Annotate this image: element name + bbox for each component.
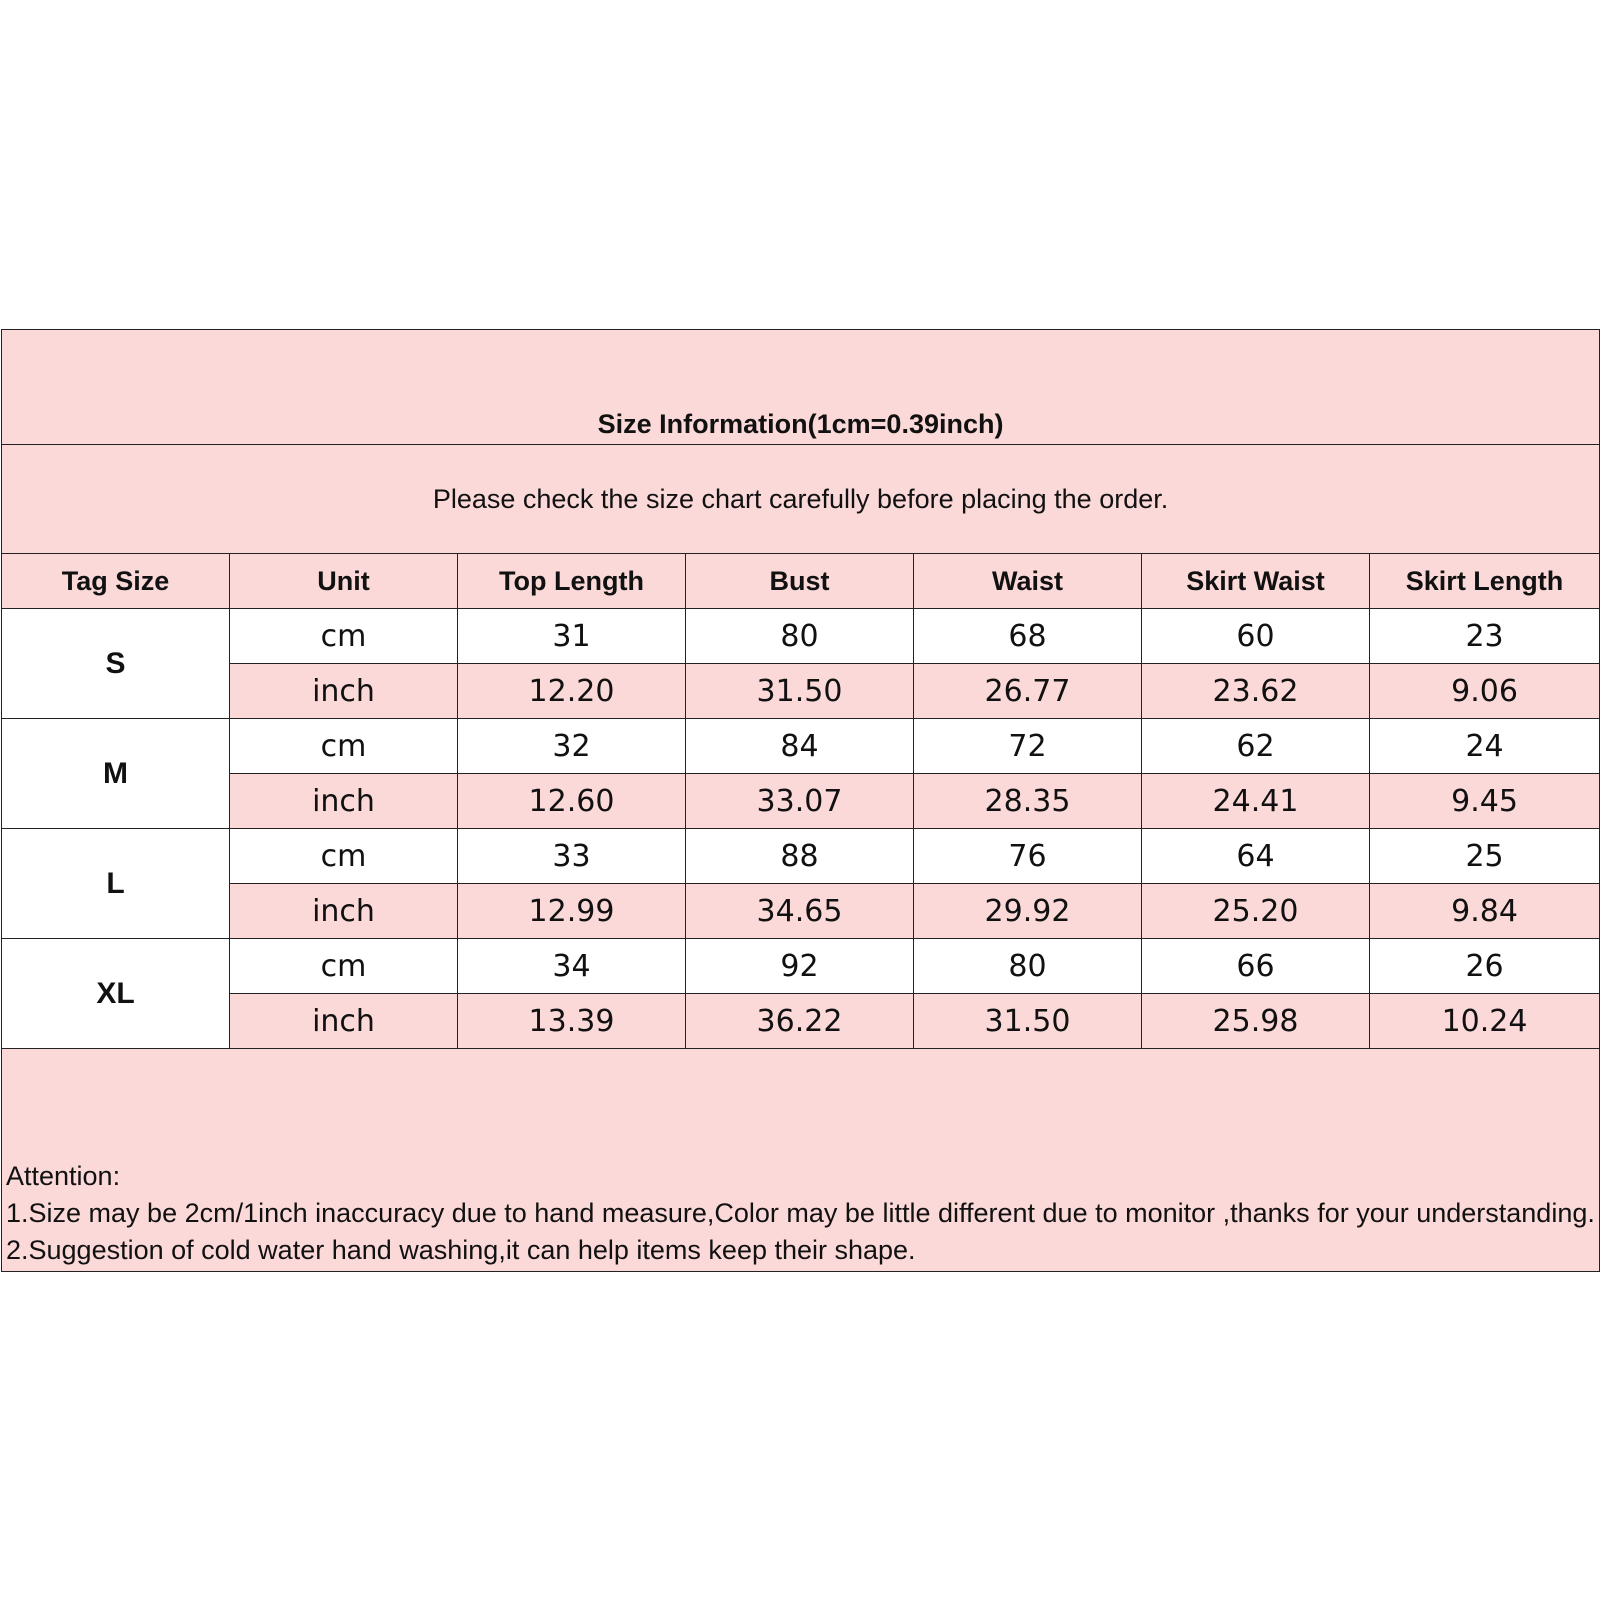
skirt-waist-cell: 25.98 xyxy=(1142,994,1370,1049)
header-row xyxy=(2,554,1600,609)
size-chart-table xyxy=(1,329,1600,1272)
unit-cell: cm xyxy=(230,719,458,774)
skirt-waist-cell: 60 xyxy=(1142,609,1370,664)
skirt-length-cell: 23 xyxy=(1370,609,1600,664)
bust-cell: 36.22 xyxy=(686,994,914,1049)
attention-line-1: 1.Size may be 2cm/1inch inaccuracy due to hand measure,Color may be little different due to monitor ,thanks for your understanding. xyxy=(6,1198,1595,1228)
waist-cell: 28.35 xyxy=(914,774,1142,829)
skirt-length-cell: 9.84 xyxy=(1370,884,1600,939)
unit-cell: inch xyxy=(230,774,458,829)
unit-cell: inch xyxy=(230,994,458,1049)
skirt-length-cell: 24 xyxy=(1370,719,1600,774)
attention-heading: Attention: xyxy=(6,1161,121,1191)
header-unit: Unit xyxy=(230,554,458,609)
top-length-cell: 12.20 xyxy=(458,664,686,719)
top-length-cell: 32 xyxy=(458,719,686,774)
header-tag-size: Tag Size xyxy=(2,554,230,609)
table-row xyxy=(2,994,1600,1049)
skirt-waist-cell: 64 xyxy=(1142,829,1370,884)
skirt-length-cell: 26 xyxy=(1370,939,1600,994)
top-length-cell: 12.60 xyxy=(458,774,686,829)
attention-notes xyxy=(2,1049,1600,1272)
header-bust: Bust xyxy=(686,554,914,609)
unit-cell: inch xyxy=(230,664,458,719)
header-skirt-waist: Skirt Waist xyxy=(1142,554,1370,609)
skirt-length-cell: 9.06 xyxy=(1370,664,1600,719)
waist-cell: 76 xyxy=(914,829,1142,884)
top-length-cell: 33 xyxy=(458,829,686,884)
top-length-cell: 34 xyxy=(458,939,686,994)
waist-cell: 68 xyxy=(914,609,1142,664)
header-waist: Waist xyxy=(914,554,1142,609)
tag-size-cell: XL xyxy=(2,939,230,1049)
skirt-length-cell: 10.24 xyxy=(1370,994,1600,1049)
skirt-waist-cell: 25.20 xyxy=(1142,884,1370,939)
bust-cell: 80 xyxy=(686,609,914,664)
table-row xyxy=(2,774,1600,829)
bust-cell: 33.07 xyxy=(686,774,914,829)
bust-cell: 92 xyxy=(686,939,914,994)
skirt-length-cell: 25 xyxy=(1370,829,1600,884)
header-top-length: Top Length xyxy=(458,554,686,609)
table-row xyxy=(2,829,1600,884)
skirt-waist-cell: 66 xyxy=(1142,939,1370,994)
bust-cell: 84 xyxy=(686,719,914,774)
skirt-waist-cell: 62 xyxy=(1142,719,1370,774)
bust-cell: 34.65 xyxy=(686,884,914,939)
top-length-cell: 31 xyxy=(458,609,686,664)
top-length-cell: 13.39 xyxy=(458,994,686,1049)
skirt-length-cell: 9.45 xyxy=(1370,774,1600,829)
unit-cell: inch xyxy=(230,884,458,939)
waist-cell: 72 xyxy=(914,719,1142,774)
tag-size-cell: M xyxy=(2,719,230,829)
table-row xyxy=(2,884,1600,939)
table-row xyxy=(2,609,1600,664)
unit-cell: cm xyxy=(230,609,458,664)
waist-cell: 29.92 xyxy=(914,884,1142,939)
order-notice: Please check the size chart carefully before placing the order. xyxy=(2,445,1600,554)
waist-cell: 26.77 xyxy=(914,664,1142,719)
table-row xyxy=(2,664,1600,719)
waist-cell: 80 xyxy=(914,939,1142,994)
table-row xyxy=(2,939,1600,994)
tag-size-cell: S xyxy=(2,609,230,719)
attention-line-2: 2.Suggestion of cold water hand washing,it can help items keep their shape. xyxy=(6,1235,916,1265)
unit-cell: cm xyxy=(230,829,458,884)
top-length-cell: 12.99 xyxy=(458,884,686,939)
waist-cell: 31.50 xyxy=(914,994,1142,1049)
skirt-waist-cell: 24.41 xyxy=(1142,774,1370,829)
tag-size-cell: L xyxy=(2,829,230,939)
skirt-waist-cell: 23.62 xyxy=(1142,664,1370,719)
table-row xyxy=(2,719,1600,774)
header-skirt-length: Skirt Length xyxy=(1370,554,1600,609)
size-chart-title: Size Information(1cm=0.39inch) xyxy=(2,330,1600,445)
bust-cell: 88 xyxy=(686,829,914,884)
bust-cell: 31.50 xyxy=(686,664,914,719)
unit-cell: cm xyxy=(230,939,458,994)
